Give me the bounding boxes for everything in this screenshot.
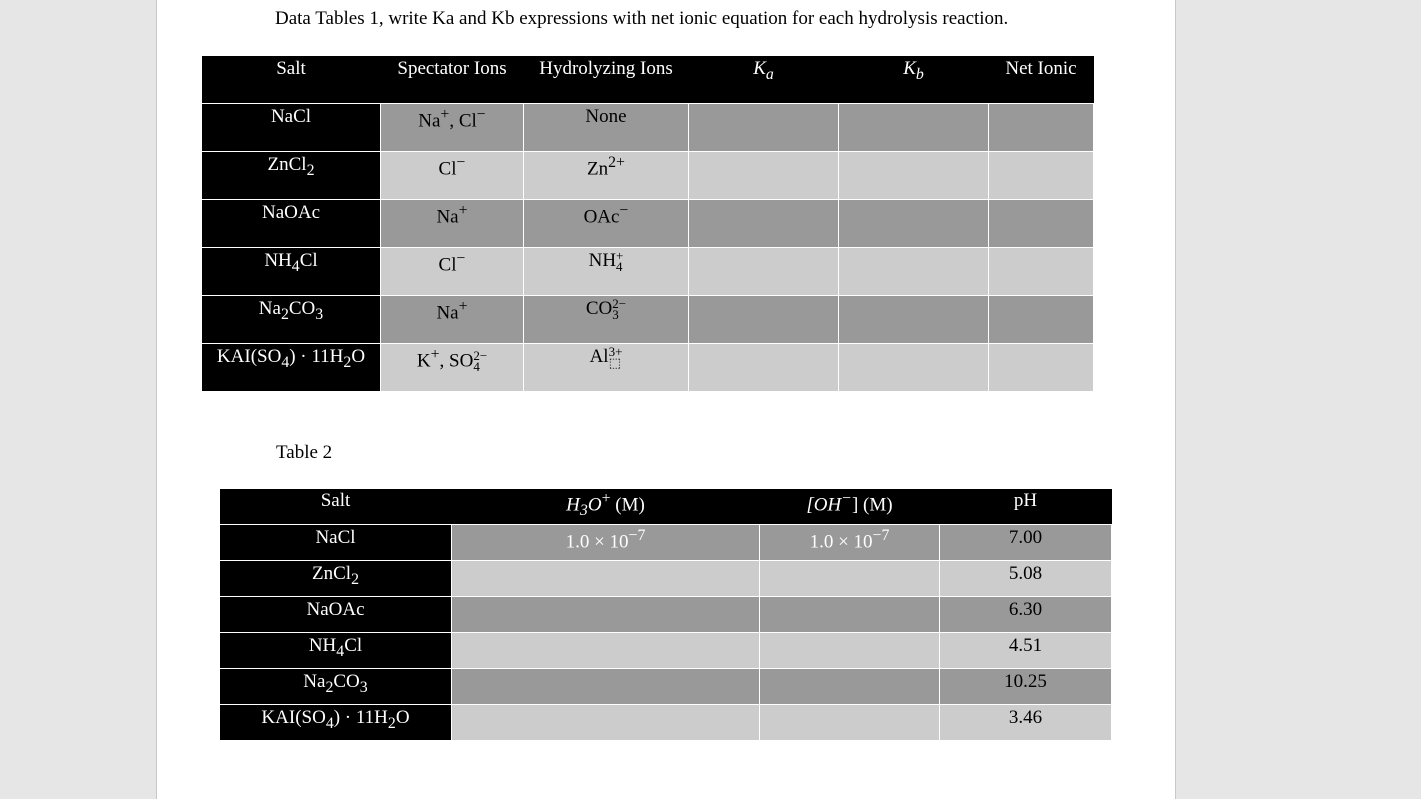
salt-text: NH — [308, 634, 337, 656]
h3o-charge: + — [601, 490, 611, 507]
header-salt: Salt — [202, 56, 381, 103]
hydrolyzing-charge: 2− — [612, 295, 627, 311]
hydrolyzing-charge: + — [616, 247, 624, 263]
oh-symbol: [OH — [806, 494, 842, 516]
salt-cell — [220, 560, 452, 596]
h3o-cell[interactable] — [452, 632, 760, 668]
kb-cell[interactable] — [839, 343, 989, 391]
header-hydrolyzing-ions: Hydrolyzing Ions — [524, 56, 689, 103]
spectator-text: , Cl — [449, 109, 477, 131]
spectator-text: Cl — [438, 253, 457, 275]
salt-text: O — [351, 345, 366, 367]
salt-text: KAI(SO — [216, 345, 282, 367]
ph-cell[interactable]: 5.08 — [940, 560, 1112, 596]
salt-cell — [202, 103, 381, 151]
h3o-symbol: O — [587, 494, 602, 516]
hydrolyzing-text: CO — [585, 297, 613, 319]
salt-text: NaOAc — [306, 598, 365, 620]
hydrolyzing-text: OAc — [583, 205, 620, 227]
spectator-cell — [381, 247, 524, 295]
data-table-1 — [201, 56, 1094, 392]
hydrolyzing-charge: 2+ — [608, 153, 625, 171]
spectator-charge: − — [476, 105, 486, 123]
table2-header-row — [220, 489, 1112, 524]
table-row — [202, 295, 1094, 343]
hydrolyzing-charge: 3+ — [608, 343, 623, 359]
oh-cell[interactable] — [760, 560, 940, 596]
salt-text: NH — [264, 249, 292, 271]
salt-text: KAI(SO — [261, 706, 326, 728]
oh-cell[interactable] — [760, 704, 940, 740]
salt-cell — [220, 524, 452, 560]
spectator-charge: + — [440, 105, 450, 123]
salt-cell — [220, 704, 452, 740]
hydrolyzing-subscript: 3 — [612, 307, 619, 323]
salt-subscript: 2 — [387, 714, 396, 732]
ph-cell[interactable]: 4.51 — [940, 632, 1112, 668]
header-kb — [839, 56, 989, 103]
salt-text: CO — [333, 670, 360, 692]
salt-text: Na — [258, 297, 281, 319]
spectator-charge: 2− — [473, 347, 488, 363]
net-ionic-cell[interactable] — [989, 151, 1094, 199]
h3o-unit: (M) — [610, 494, 645, 516]
net-ionic-cell[interactable] — [989, 103, 1094, 151]
kb-symbol: K — [903, 58, 916, 79]
salt-text: NaOAc — [261, 201, 321, 223]
salt-cell — [202, 247, 381, 295]
hydrolyzing-cell — [524, 295, 689, 343]
ka-cell[interactable] — [689, 199, 839, 247]
header-salt: Salt — [220, 489, 452, 524]
salt-text: NaCl — [270, 105, 312, 127]
salt-subscript: 2 — [325, 678, 334, 696]
oh-cell[interactable] — [760, 632, 940, 668]
h3o-subscript: 3 — [579, 502, 588, 520]
ka-cell[interactable] — [689, 103, 839, 151]
table-row — [220, 596, 1112, 632]
ka-cell[interactable] — [689, 247, 839, 295]
salt-text: ) · 11H — [333, 706, 388, 728]
header-h3o — [452, 489, 760, 524]
spectator-cell — [381, 343, 524, 391]
oh-exponent: −7 — [872, 526, 890, 544]
salt-subscript: 2 — [280, 305, 289, 323]
spectator-cell — [381, 151, 524, 199]
spectator-text: Na — [436, 301, 459, 323]
salt-cell — [220, 596, 452, 632]
salt-subscript: 4 — [291, 257, 300, 275]
ka-cell[interactable] — [689, 151, 839, 199]
table-row — [220, 524, 1112, 560]
salt-text: ZnCl — [312, 562, 352, 584]
net-ionic-cell[interactable] — [989, 247, 1094, 295]
table1-header-row — [202, 56, 1094, 103]
ph-cell[interactable]: 6.30 — [940, 596, 1112, 632]
spectator-cell — [381, 199, 524, 247]
kb-cell[interactable] — [839, 247, 989, 295]
salt-cell — [220, 668, 452, 704]
spectator-charge: + — [458, 297, 468, 315]
spectator-text: K — [416, 349, 431, 371]
kb-cell[interactable] — [839, 199, 989, 247]
ph-cell[interactable]: 7.00 — [940, 524, 1112, 560]
salt-text: ZnCl — [267, 153, 307, 175]
h3o-cell[interactable] — [452, 668, 760, 704]
spectator-charge: − — [456, 153, 466, 171]
spectator-subscript: 4 — [473, 359, 480, 375]
hydrolyzing-cell — [524, 103, 689, 151]
data-table-2 — [219, 489, 1112, 741]
salt-subscript: 4 — [325, 714, 334, 732]
table-row — [202, 247, 1094, 295]
oh-cell[interactable] — [760, 596, 940, 632]
salt-text: ) · 11H — [289, 345, 344, 367]
table-row — [202, 151, 1094, 199]
oh-unit: ] (M) — [851, 494, 893, 516]
kb-subscript: b — [915, 65, 924, 83]
salt-text: Cl — [299, 249, 318, 271]
h3o-value: 1.0 × 10 — [565, 530, 629, 552]
salt-text: Cl — [344, 634, 363, 656]
header-ph: pH — [940, 489, 1112, 524]
salt-subscript: 2 — [343, 353, 352, 371]
net-ionic-cell[interactable] — [989, 343, 1094, 391]
h3o-cell[interactable] — [452, 596, 760, 632]
salt-text: Na — [303, 670, 326, 692]
ka-cell[interactable] — [689, 295, 839, 343]
hydrolyzing-text: NH — [588, 249, 617, 271]
net-ionic-cell[interactable] — [989, 199, 1094, 247]
spectator-cell — [381, 295, 524, 343]
table-row — [202, 199, 1094, 247]
salt-cell — [220, 632, 452, 668]
net-ionic-cell[interactable] — [989, 295, 1094, 343]
salt-subscript: 3 — [315, 305, 324, 323]
salt-cell — [202, 151, 381, 199]
table-row — [220, 560, 1112, 596]
spectator-charge: − — [456, 249, 466, 267]
salt-subscript: 2 — [306, 161, 315, 179]
placeholder-box-icon: ⬚ — [608, 355, 621, 371]
h3o-cell[interactable] — [452, 704, 760, 740]
kb-cell[interactable] — [839, 295, 989, 343]
spectator-charge: + — [430, 345, 440, 363]
hydrolyzing-cell — [524, 199, 689, 247]
hydrolyzing-charge: − — [619, 201, 629, 219]
table-row — [220, 668, 1112, 704]
table-row — [220, 704, 1112, 740]
header-oh — [760, 489, 940, 524]
h3o-cell[interactable] — [452, 560, 760, 596]
spectator-text: , SO — [439, 349, 474, 371]
salt-cell — [202, 343, 381, 391]
table-row — [220, 632, 1112, 668]
ph-cell[interactable]: 3.46 — [940, 704, 1112, 740]
h3o-cell[interactable] — [452, 524, 760, 560]
oh-cell[interactable] — [760, 668, 940, 704]
ka-cell[interactable] — [689, 343, 839, 391]
document-heading: Data Tables 1, write Ka and Kb expressions with net ionic equation for each hydrolysis reaction. — [275, 8, 1009, 29]
kb-cell[interactable] — [839, 151, 989, 199]
h3o-exponent: −7 — [628, 526, 646, 544]
header-spectator-ions: Spectator Ions — [381, 56, 524, 103]
hydrolyzing-text: None — [585, 105, 627, 127]
hydrolyzing-cell — [524, 247, 689, 295]
spectator-text: Na — [418, 109, 441, 131]
salt-subscript: 3 — [359, 678, 368, 696]
hydrolyzing-text: Zn — [587, 157, 609, 179]
table2-caption: Table 2 — [276, 442, 333, 463]
table-row — [202, 343, 1094, 391]
spectator-text: Cl — [438, 157, 457, 179]
header-ka — [689, 56, 839, 103]
spectator-cell — [381, 103, 524, 151]
hydrolyzing-subscript: 4 — [616, 259, 623, 275]
salt-text: O — [395, 706, 410, 728]
salt-cell — [202, 199, 381, 247]
table-row — [202, 103, 1094, 151]
oh-charge: − — [841, 490, 852, 507]
ka-subscript: a — [765, 65, 774, 83]
h3o-symbol: H — [566, 494, 580, 516]
salt-subscript: 4 — [281, 353, 290, 371]
hydrolyzing-cell — [524, 151, 689, 199]
oh-cell[interactable] — [760, 524, 940, 560]
hydrolyzing-text: Al — [589, 345, 609, 367]
ph-cell[interactable]: 10.25 — [940, 668, 1112, 704]
salt-subscript: 2 — [351, 570, 359, 588]
spectator-text: Na — [436, 205, 459, 227]
salt-cell — [202, 295, 381, 343]
kb-cell[interactable] — [839, 103, 989, 151]
spectator-charge: + — [458, 201, 468, 219]
ka-symbol: K — [753, 58, 766, 79]
salt-text: CO — [288, 297, 316, 319]
oh-value: 1.0 × 10 — [809, 530, 873, 552]
salt-text: NaCl — [315, 526, 356, 548]
header-net-ionic: Net Ionic — [989, 56, 1094, 103]
hydrolyzing-cell — [524, 343, 689, 391]
salt-subscript: 4 — [336, 642, 345, 660]
